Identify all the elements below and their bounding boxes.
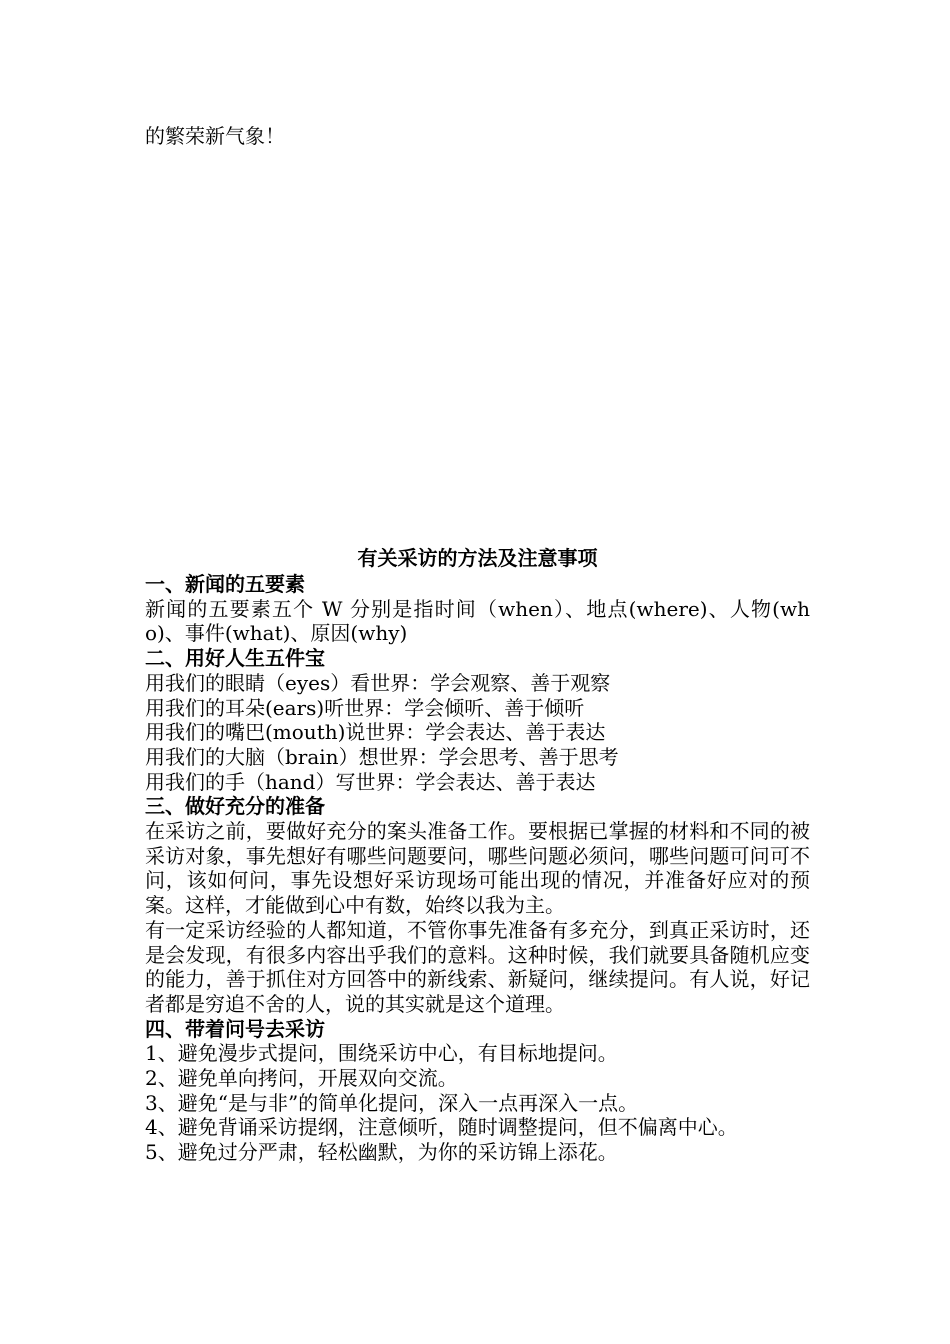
section-heading: 一、新闻的五要素 bbox=[145, 572, 305, 596]
section-heading: 四、带着问号去采访 bbox=[145, 1016, 325, 1041]
list-line: 5、避免过分严肃，轻松幽默，为你的采访锦上添花。 bbox=[145, 1140, 618, 1165]
list-line: 用我们的眼睛（eyes）看世界：学会观察、善于观察 bbox=[145, 670, 611, 695]
document-body bbox=[145, 544, 810, 1165]
section-heading: 三、做好充分的准备 bbox=[145, 794, 325, 819]
section-heading: 二、用好人生五件宝 bbox=[145, 646, 325, 671]
previous-page-fragment: 的繁荣新气象！ bbox=[145, 124, 285, 148]
section-paragraph: 新闻的五要素五个 W 分别是指时间（when）、地点(where)、人物(who)、事件(what)、原因(why) bbox=[145, 596, 810, 646]
list-line: 用我们的大脑（brain）想世界：学会思考、善于思考 bbox=[145, 744, 619, 769]
list-line: 用我们的手（hand）写世界：学会表达、善于表达 bbox=[145, 769, 596, 794]
section-paragraph: 有一定采访经验的人都知道，不管你事先准备有多充分，到真正采访时，还是会发现，有很多内容出乎我们的意料。这种时候，我们就要具备随机应变的能力，善于抓住对方回答中的新线索、新疑问，继续提问。有人说，好记者都是穷追不舍的人，说的其实就是这个道理。 bbox=[145, 917, 810, 1016]
list-line: 1、避免漫步式提问，围绕采访中心，有目标地提问。 bbox=[145, 1041, 618, 1066]
section-paragraph: 在采访之前，要做好充分的案头准备工作。要根据已掌握的材料和不同的被采访对象，事先想好有哪些问题要问，哪些问题必须问，哪些问题可问可不问，该如何问，事先设想好采访现场可能出现的情况，并准备好应对的预案。这样，才能做到心中有数，始终以我为主。 bbox=[145, 819, 810, 918]
list-line: 3、避免“是与非”的简单化提问，深入一点再深入一点。 bbox=[145, 1090, 639, 1115]
document-title: 有关采访的方法及注意事项 bbox=[357, 546, 598, 570]
list-line: 4、避免背诵采访提纲，注意倾听，随时调整提问，但不偏离中心。 bbox=[145, 1115, 738, 1140]
list-line: 用我们的嘴巴(mouth)说世界：学会表达、善于表达 bbox=[145, 720, 606, 745]
list-line: 用我们的耳朵(ears)听世界：学会倾听、善于倾听 bbox=[145, 695, 585, 720]
list-line: 2、避免单向拷问，开展双向交流。 bbox=[145, 1066, 458, 1091]
